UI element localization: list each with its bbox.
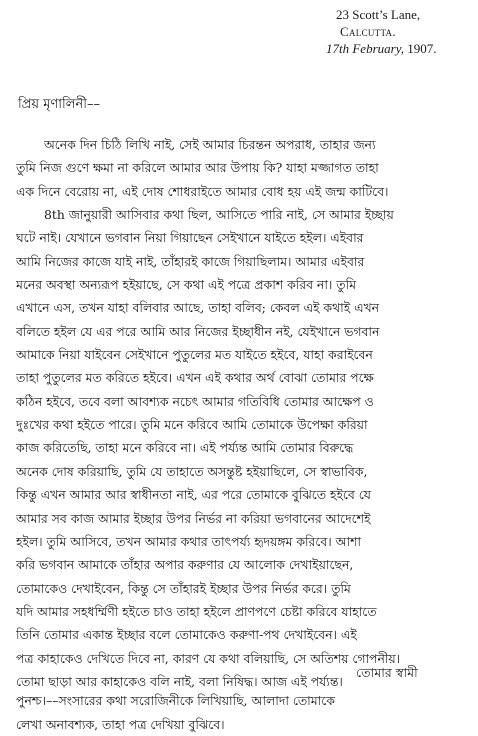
signature: তোমার স্বামী [356,665,418,685]
date-year: 1907. [404,41,437,56]
text-line: কঠিন হইবে, তবে বলা আবশ্যক নচেৎ আমার গতিবিধি তোমার আক্ষেপ ও [16,390,470,413]
text-line: তাহা পুতুলের মত করিতে হইবে। এখন এই কথার অর্থ বোঝা তোমার পক্ষে [16,366,470,389]
text-line: 8th জানুয়ারী আসিবার কথা ছিল, আসিতে পারি নাই, সে আমার ইচ্ছায় [44,203,470,226]
text-line: কাজ করিতেছি, তাহা মনে করিবে না। এই পর্য্যন্ত আমি তোমার বিরুদ্ধে [16,436,470,459]
text-line: বলিতে হইল যে এর পরে আমি আর নিজের ইচ্ছাধীন নই, যেইখানে ভগবান [16,320,470,343]
text-line: পত্র কাহাকেও দেখিতে দিবে না, কারণ যে কথা বলিয়াছি, সে অতিশয় গোপনীয়। [16,647,470,670]
text-line: অনেক দিন চিঠি লিখি নাই, সেই আমার চিরন্তন অপরাধ, তাহার জন্য [44,133,470,156]
text-line: এক দিনে বেরোয় না, এই দোষ শোধরাইতে আমার বোধ হয় এই জন্ম কাটিবে। [16,180,470,203]
address-block [334,6,478,57]
text-line: মনের অবস্থা অন্যরূপ হইয়াছে, সে কথা এই পত্রে প্রকাশ করিব না। তুমি [16,273,470,296]
text-line: তিনি তোমার একান্ত ইচ্ছার বলে তোমাকেও করুণা-পথ দেখাইবেন। এই [16,623,470,646]
letter-date [326,40,478,57]
text-line: আমার সব কাজ আমার ইচ্ছার উপর নির্ভর না করিয়া ভগবানের আদেশেই [16,507,470,530]
text-line: তোমা ছাড়া আর কাহাকেও বলি নাই, বলা নিষিদ্ধ। আজ এই পর্য্যন্ত। [16,670,470,693]
text-line: দুঃখের কথা হইতে পারে। তুমি মনে করিবে আমি তোমাকে উপেক্ষা করিয়া [16,413,470,436]
text-line: করি ভগবান আমাকে তাঁহার অপার করুণার যে আলোক দেখাইয়াছেন, [16,553,470,576]
postscript-line: লেখা অনাবশ্যক, তাহা পত্র দেখিয়া বুঝিবে। [16,713,472,736]
address-city: Calcutta. [334,23,478,40]
postscript-line: পুনশ্চ।––সংসারের কথা সরোজিনীকে লিখিয়াছি, আলাদা তোমাকে [16,689,472,713]
paragraph-2 [44,203,470,693]
salutation: প্রিয় মৃণালিনী–– [18,95,100,116]
text-line: ঘটে নাই। যেখানে ভগবান নিয়া গিয়াছেন সেইখানে যাইতে হইল। এইবার [16,226,470,249]
text-line: এখানে এস, তখন যাহা বলিবার আছে, তাহা বলিব; কেবল এই কথাই এখন [16,296,470,319]
text-line: আমি নিজের কাজে যাই নাই, তাঁহারই কাজে গিয়াছিলাম। আমার এইবার [16,250,470,273]
text-line: আমাকে নিয়া যাইবেন সেইখানে পুতুলের মত যাইতে হইবে, যাহা করাইবেন [16,343,470,366]
text-line: অনেক দোষ করিয়াছি, তুমি যে তাহাতে অসন্তুষ্ট হইয়াছিলে, সে স্বাভাবিক, [16,460,470,483]
letter-body [44,133,470,693]
text-line: তোমাকেও দেখাইবেন, কিন্তু সে তাঁহারই ইচ্ছার উপর নির্ভর করে। তুমি [16,577,470,600]
address-street: 23 Scott’s Lane, [334,6,478,23]
text-line: তুমি নিজ গুণে ক্ষমা না করিলে আমার আর উপায় কি? যাহা মজ্জাগত তাহা [16,156,470,179]
paragraph-1 [44,133,470,203]
text-line: কিন্তু এখন আমার আর স্বাধীনতা নাই, এর পরে তোমাকে বুঝিতে হইবে যে [16,483,470,506]
text-line: হইল। তুমি আসিবে, তখন আমার কথার তাৎপর্য্য হৃদয়ঙ্গম করিবে। আশা [16,530,470,553]
date-day: 17th February, [326,41,404,56]
text-line: যদি আমার সহধর্ম্মিণী হইতে চাও তাহা হইলে প্রাণপণে চেষ্টা করিবে যাহাতে [16,600,470,623]
postscript [16,689,472,736]
